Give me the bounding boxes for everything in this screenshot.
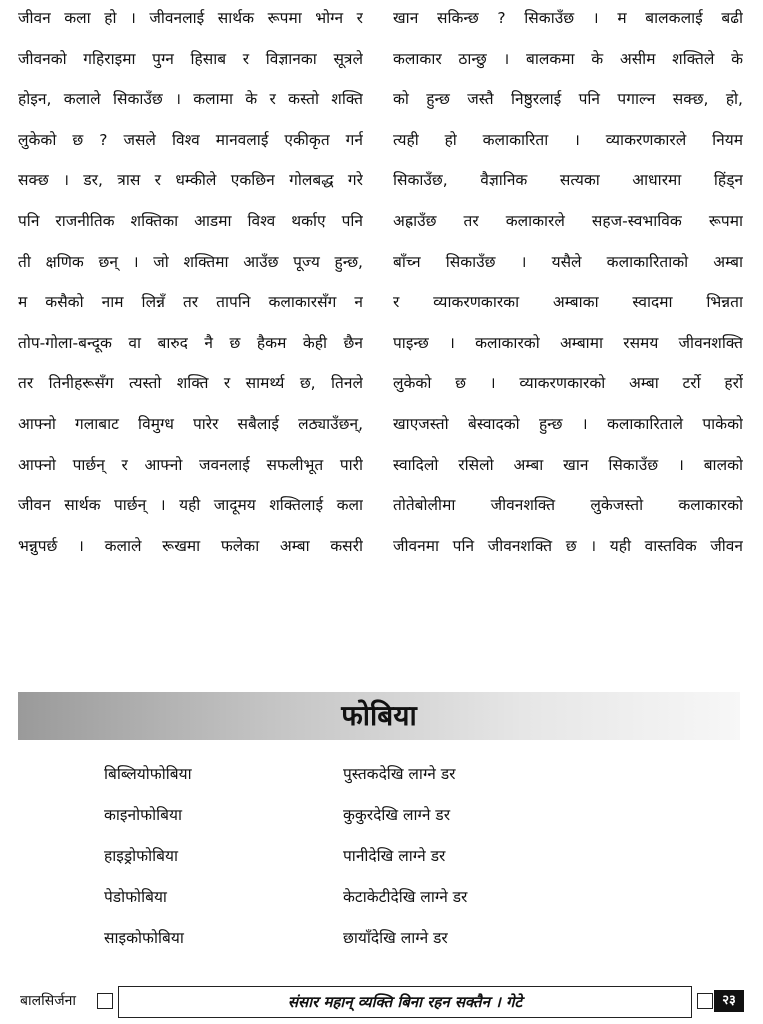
left-text-column <box>18 0 363 566</box>
text-line: भन्नुपर्छ । कलाले रूखमा फलेका अम्बा कसरी <box>18 536 363 555</box>
phobia-item <box>0 795 763 835</box>
page-number: २३ <box>714 990 744 1012</box>
quote-box <box>118 986 692 1018</box>
text-line: तोतेबोलीमा जीवनशक्ति लुकेजस्तो कलाकारको <box>393 496 743 515</box>
text-line: त्यही हो कलाकारिता । व्याकरणकारले नियम <box>393 130 743 149</box>
section-title: फोबिया <box>341 699 417 732</box>
text-line: आफ्नो गलाबाट विमुग्ध पारेर सबैलाई लठ्याउँछन्, <box>18 414 363 433</box>
phobia-name: काइनोफोबिया <box>104 806 182 824</box>
phobia-item <box>0 918 763 958</box>
phobia-item <box>0 877 763 917</box>
phobia-name: साइकोफोबिया <box>104 929 184 947</box>
text-line: कलाकार ठान्छु । बालकमा के असीम शक्तिले के <box>393 49 743 68</box>
phobia-meaning: केटाकेटीदेखि लाग्ने डर <box>343 888 468 906</box>
text-line: तोप-गोला-बन्दूक वा बारुद नै छ हैकम केही छैन <box>18 333 363 352</box>
text-line: सिकाउँछ, वैज्ञानिक सत्यका आधारमा हिंड्न <box>393 171 743 190</box>
text-line: जीवन सार्थक पार्छन् । यही जादूमय शक्तिलाई कला <box>18 496 363 515</box>
text-line: ती क्षणिक छन् । जो शक्तिमा आउँछ पूज्य हुन्छ, <box>18 252 363 271</box>
phobia-meaning: कुकुरदेखि लाग्ने डर <box>343 806 451 824</box>
text-line: पाइन्छ । कलाकारको अम्बामा रसमय जीवनशक्ति <box>393 333 743 352</box>
phobia-name: हाइड्रोफोबिया <box>104 847 178 865</box>
text-line: अह्राउँछ तर कलाकारले सहज-स्वभाविक रूपमा <box>393 211 743 230</box>
text-line: जीवन कला हो । जीवनलाई सार्थक रूपमा भोग्न र <box>18 9 363 27</box>
text-line: स्वादिलो रसिलो अम्बा खान सिकाउँछ । बालको <box>393 455 743 474</box>
phobia-item <box>0 836 763 876</box>
text-line: बाँच्न सिकाउँछ । यसैले कलाकारिताको अम्बा <box>393 252 743 271</box>
section-banner <box>18 692 740 740</box>
text-line: सक्छ । डर, त्रास र धम्कीले एकछिन गोलबद्ध गरे <box>18 171 363 190</box>
text-line: खाएजस्तो बेस्वादको हुन्छ । कलाकारिताले पाकेको <box>393 414 743 433</box>
page-footer <box>0 980 763 1024</box>
right-text-column <box>393 0 743 566</box>
phobia-name: बिब्लियोफोबिया <box>104 765 192 783</box>
text-line: म कसैको नाम लिन्नँ तर तापनि कलाकारसँग न <box>18 293 363 312</box>
text-line: आफ्नो पार्छन् र आफ्नो जवनलाई सफलीभूत पारी <box>18 455 363 474</box>
phobia-meaning: पुस्तकदेखि लाग्ने डर <box>343 765 456 783</box>
phobia-meaning: पानीदेखि लाग्ने डर <box>343 847 446 865</box>
text-line: लुकेको छ ? जसले विश्व मानवलाई एकीकृत गर्न <box>18 130 363 149</box>
text-line: होइन, कलाले सिकाउँछ । कलामा के र कस्तो शक्ति <box>18 90 363 109</box>
magazine-name: बालसिर्जना <box>20 993 76 1009</box>
text-line: खान सकिन्छ ? सिकाउँछ । म बालकलाई बढी <box>393 9 743 27</box>
text-line: पनि राजनीतिक शक्तिका आडमा विश्व थर्काए पनि <box>18 211 363 230</box>
text-line: तर तिनीहरूसँग त्यस्तो शक्ति र सामर्थ्य छ, तिनले <box>18 374 363 393</box>
text-line: लुकेको छ । व्याकरणकारको अम्बा टर्रो हर्रो <box>393 374 743 393</box>
phobia-item <box>0 754 763 794</box>
phobia-name: पेडोफोबिया <box>104 888 167 906</box>
text-line: को हुन्छ जस्तै निष्ठुरलाई पनि पगाल्न सक्छ, हो, <box>393 90 743 109</box>
text-line: जीवनमा पनि जीवनशक्ति छ । यही वास्तविक जीवन <box>393 536 743 555</box>
phobia-meaning: छायाँदेखि लाग्ने डर <box>343 929 448 947</box>
text-line: जीवनको गहिराइमा पुग्न हिसाब र विज्ञानका सूत्रले <box>18 49 363 68</box>
footer-quote: संसार महान् व्यक्ति बिना रहन सक्तैन । गेटे <box>287 993 523 1011</box>
text-line: र व्याकरणकारका अम्बाका स्वादमा भिन्नता <box>393 293 743 312</box>
